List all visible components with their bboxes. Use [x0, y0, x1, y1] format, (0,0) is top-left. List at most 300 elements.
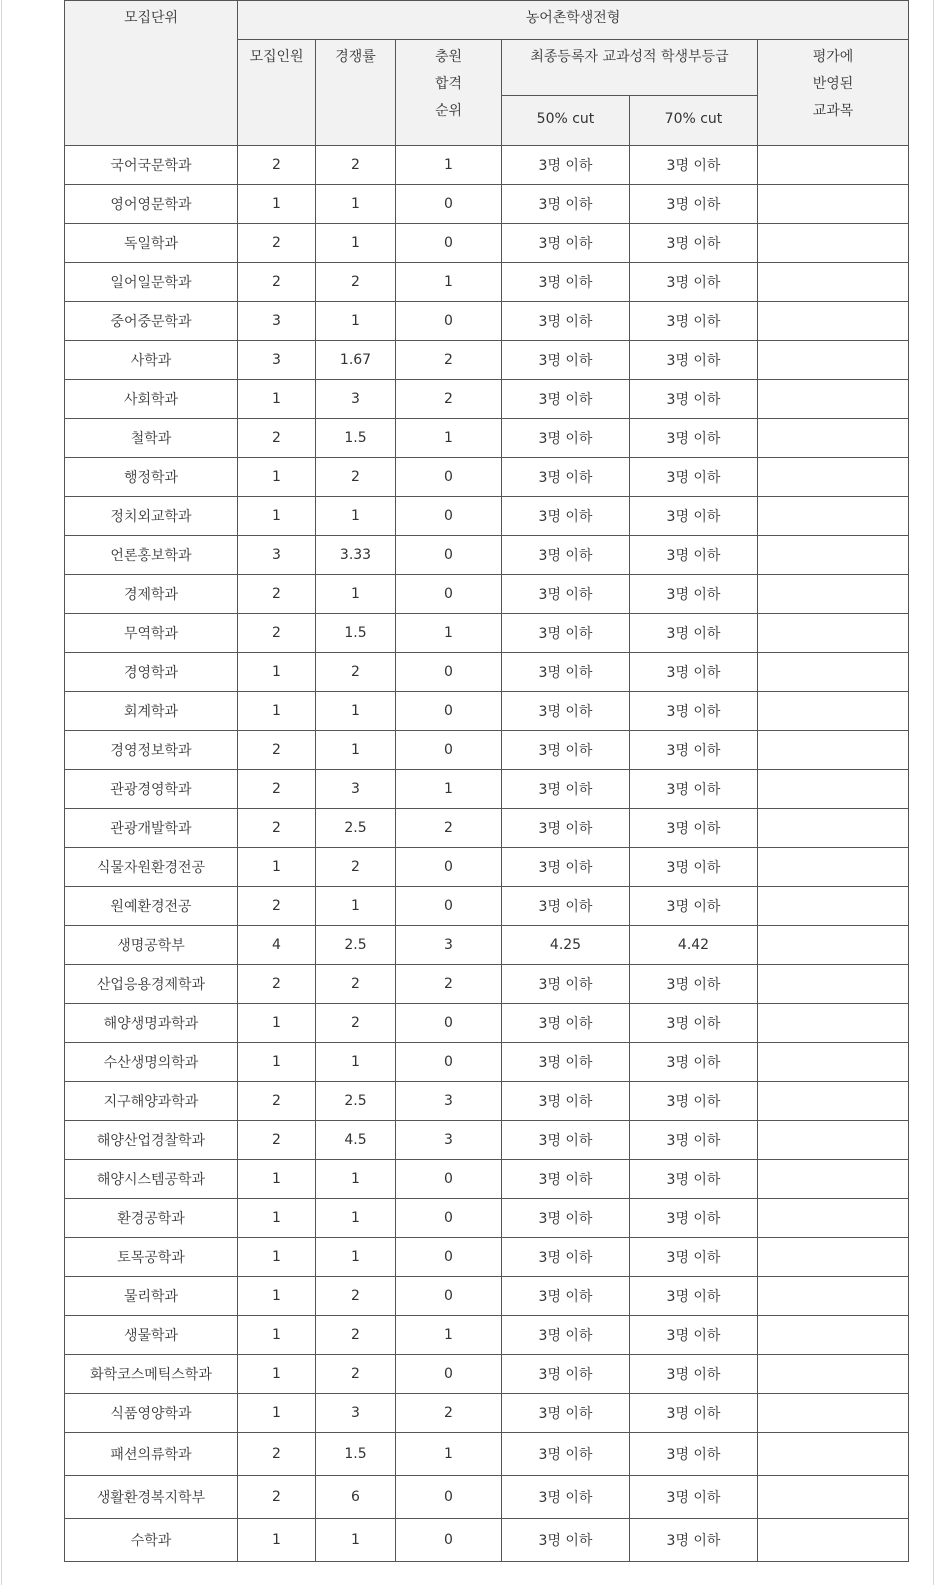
subjects-cell [758, 731, 909, 770]
cut70-cell: 3명 이하 [630, 1043, 758, 1082]
capacity-cell: 2 [238, 419, 316, 458]
dept-cell: 해양시스템공학과 [65, 1160, 238, 1199]
dept-cell: 정치외교학과 [65, 497, 238, 536]
reserve-cell: 0 [396, 1355, 502, 1394]
dept-cell: 해양생명과학과 [65, 1004, 238, 1043]
cut50-cell: 3명 이하 [502, 1519, 630, 1562]
subjects-cell [758, 1394, 909, 1433]
cut50-cell: 3명 이하 [502, 341, 630, 380]
reserve-cell: 0 [396, 536, 502, 575]
capacity-cell: 1 [238, 848, 316, 887]
competition-cell: 1 [316, 1043, 396, 1082]
subjects-cell [758, 1277, 909, 1316]
table-row [65, 1394, 909, 1433]
cut70-cell: 3명 이하 [630, 1355, 758, 1394]
cut50-cell: 3명 이하 [502, 1043, 630, 1082]
subjects-cell [758, 146, 909, 185]
capacity-cell: 1 [238, 1199, 316, 1238]
cut50-cell: 3명 이하 [502, 1355, 630, 1394]
subjects-cell [758, 224, 909, 263]
cut70-cell: 3명 이하 [630, 1004, 758, 1043]
subjects-cell [758, 419, 909, 458]
competition-cell: 1.5 [316, 419, 396, 458]
cut50-cell: 3명 이하 [502, 1082, 630, 1121]
capacity-cell: 3 [238, 536, 316, 575]
dept-cell: 독일학과 [65, 224, 238, 263]
cut70-cell: 3명 이하 [630, 965, 758, 1004]
capacity-cell: 3 [238, 341, 316, 380]
competition-cell: 1 [316, 887, 396, 926]
subjects-cell [758, 341, 909, 380]
cut70-cell: 3명 이하 [630, 224, 758, 263]
cut70-cell: 3명 이하 [630, 1199, 758, 1238]
cut50-cell: 3명 이하 [502, 770, 630, 809]
table-row [65, 185, 909, 224]
reserve-cell: 0 [396, 458, 502, 497]
cut50-cell: 3명 이하 [502, 1160, 630, 1199]
dept-cell: 관광경영학과 [65, 770, 238, 809]
dept-cell: 수학과 [65, 1519, 238, 1562]
dept-cell: 행정학과 [65, 458, 238, 497]
competition-cell: 1 [316, 1238, 396, 1277]
dept-cell: 수산생명의학과 [65, 1043, 238, 1082]
cut50-cell: 3명 이하 [502, 614, 630, 653]
cut50-cell: 3명 이하 [502, 1316, 630, 1355]
competition-cell: 1 [316, 185, 396, 224]
cut70-cell: 3명 이하 [630, 1519, 758, 1562]
competition-cell: 3 [316, 1394, 396, 1433]
header-admission-type: 농어촌학생전형 [238, 1, 909, 40]
cut70-cell: 3명 이하 [630, 302, 758, 341]
cut50-cell: 3명 이하 [502, 1238, 630, 1277]
capacity-cell: 1 [238, 497, 316, 536]
reserve-cell: 0 [396, 1199, 502, 1238]
header-grade-group: 최종등록자 교과성적 학생부등급 [502, 40, 758, 96]
reserve-cell: 3 [396, 1082, 502, 1121]
table-row [65, 653, 909, 692]
competition-cell: 6 [316, 1476, 396, 1519]
header-subjects: 평가에 반영된 교과목 [758, 40, 909, 146]
competition-cell: 2.5 [316, 926, 396, 965]
competition-cell: 2 [316, 1004, 396, 1043]
capacity-cell: 1 [238, 1394, 316, 1433]
subjects-cell [758, 653, 909, 692]
cut50-cell: 3명 이하 [502, 1277, 630, 1316]
cut70-cell: 3명 이하 [630, 653, 758, 692]
dept-cell: 패션의류학과 [65, 1433, 238, 1476]
reserve-cell: 0 [396, 497, 502, 536]
cut50-cell: 3명 이하 [502, 536, 630, 575]
competition-cell: 2 [316, 458, 396, 497]
dept-cell: 언론홍보학과 [65, 536, 238, 575]
subjects-cell [758, 1316, 909, 1355]
cut50-cell: 3명 이하 [502, 1394, 630, 1433]
table-row [65, 1121, 909, 1160]
cut70-cell: 3명 이하 [630, 1394, 758, 1433]
table-row [65, 1476, 909, 1519]
cut50-cell: 3명 이하 [502, 1433, 630, 1476]
cut50-cell: 3명 이하 [502, 575, 630, 614]
table-row [65, 1519, 909, 1562]
cut70-cell: 3명 이하 [630, 458, 758, 497]
subjects-cell [758, 1355, 909, 1394]
dept-cell: 사학과 [65, 341, 238, 380]
competition-cell: 4.5 [316, 1121, 396, 1160]
competition-cell: 1 [316, 302, 396, 341]
competition-cell: 1.5 [316, 614, 396, 653]
competition-cell: 2 [316, 1316, 396, 1355]
capacity-cell: 1 [238, 1238, 316, 1277]
cut50-cell: 3명 이하 [502, 302, 630, 341]
cut50-cell: 3명 이하 [502, 1199, 630, 1238]
cut70-cell: 3명 이하 [630, 380, 758, 419]
reserve-cell: 0 [396, 575, 502, 614]
cut70-cell: 3명 이하 [630, 1082, 758, 1121]
dept-cell: 원예환경전공 [65, 887, 238, 926]
table-row [65, 1043, 909, 1082]
cut50-cell: 3명 이하 [502, 965, 630, 1004]
cut50-cell: 3명 이하 [502, 380, 630, 419]
dept-cell: 생활환경복지학부 [65, 1476, 238, 1519]
competition-cell: 2 [316, 263, 396, 302]
cut50-cell: 3명 이하 [502, 731, 630, 770]
cut70-cell: 3명 이하 [630, 614, 758, 653]
table-row [65, 1238, 909, 1277]
table-row [65, 263, 909, 302]
capacity-cell: 2 [238, 1433, 316, 1476]
capacity-cell: 1 [238, 1160, 316, 1199]
header-capacity: 모집인원 [238, 40, 316, 146]
table-row [65, 1199, 909, 1238]
cut50-cell: 4.25 [502, 926, 630, 965]
subjects-cell [758, 263, 909, 302]
reserve-cell: 0 [396, 731, 502, 770]
subjects-cell [758, 1519, 909, 1562]
subjects-cell [758, 1043, 909, 1082]
cut50-cell: 3명 이하 [502, 224, 630, 263]
table-row [65, 146, 909, 185]
competition-cell: 1 [316, 575, 396, 614]
subjects-cell [758, 1238, 909, 1277]
cut50-cell: 3명 이하 [502, 1121, 630, 1160]
capacity-cell: 1 [238, 1277, 316, 1316]
subjects-cell [758, 575, 909, 614]
competition-cell: 3.33 [316, 536, 396, 575]
table-row [65, 380, 909, 419]
dept-cell: 지구해양과학과 [65, 1082, 238, 1121]
dept-cell: 해양산업경찰학과 [65, 1121, 238, 1160]
subjects-cell [758, 965, 909, 1004]
reserve-cell: 0 [396, 302, 502, 341]
subjects-cell [758, 497, 909, 536]
competition-cell: 1.5 [316, 1433, 396, 1476]
reserve-cell: 0 [396, 1160, 502, 1199]
cut70-cell: 3명 이하 [630, 341, 758, 380]
header-competition-rate: 경쟁률 [316, 40, 396, 146]
dept-cell: 중어중문학과 [65, 302, 238, 341]
capacity-cell: 2 [238, 1476, 316, 1519]
capacity-cell: 2 [238, 575, 316, 614]
dept-cell: 환경공학과 [65, 1199, 238, 1238]
cut50-cell: 3명 이하 [502, 458, 630, 497]
cut50-cell: 3명 이하 [502, 185, 630, 224]
competition-cell: 1 [316, 1519, 396, 1562]
reserve-cell: 0 [396, 224, 502, 263]
dept-cell: 영어영문학과 [65, 185, 238, 224]
table-row [65, 536, 909, 575]
capacity-cell: 3 [238, 302, 316, 341]
cut70-cell: 3명 이하 [630, 692, 758, 731]
cut70-cell: 3명 이하 [630, 1238, 758, 1277]
table-row [65, 692, 909, 731]
dept-cell: 경영정보학과 [65, 731, 238, 770]
cut70-cell: 3명 이하 [630, 887, 758, 926]
table-row [65, 614, 909, 653]
competition-cell: 2 [316, 146, 396, 185]
cut70-cell: 3명 이하 [630, 848, 758, 887]
cut50-cell: 3명 이하 [502, 146, 630, 185]
capacity-cell: 1 [238, 380, 316, 419]
competition-cell: 2.5 [316, 809, 396, 848]
dept-cell: 생명공학부 [65, 926, 238, 965]
reserve-cell: 1 [396, 146, 502, 185]
capacity-cell: 2 [238, 965, 316, 1004]
cut50-cell: 3명 이하 [502, 692, 630, 731]
capacity-cell: 4 [238, 926, 316, 965]
subjects-cell [758, 1199, 909, 1238]
subjects-cell [758, 1433, 909, 1476]
cut70-cell: 3명 이하 [630, 1160, 758, 1199]
cut70-cell: 3명 이하 [630, 263, 758, 302]
table-row [65, 1433, 909, 1476]
table-row [65, 848, 909, 887]
subjects-cell [758, 1160, 909, 1199]
dept-cell: 경영학과 [65, 653, 238, 692]
dept-cell: 관광개발학과 [65, 809, 238, 848]
reserve-cell: 0 [396, 692, 502, 731]
competition-cell: 1 [316, 1199, 396, 1238]
cut70-cell: 3명 이하 [630, 575, 758, 614]
competition-cell: 1.67 [316, 341, 396, 380]
table-row [65, 302, 909, 341]
reserve-cell: 1 [396, 419, 502, 458]
reserve-cell: 0 [396, 1004, 502, 1043]
cut50-cell: 3명 이하 [502, 1476, 630, 1519]
dept-cell: 물리학과 [65, 1277, 238, 1316]
reserve-cell: 0 [396, 653, 502, 692]
page-right-border [933, 0, 934, 1585]
dept-cell: 무역학과 [65, 614, 238, 653]
reserve-cell: 1 [396, 770, 502, 809]
capacity-cell: 2 [238, 770, 316, 809]
reserve-cell: 2 [396, 380, 502, 419]
capacity-cell: 1 [238, 1355, 316, 1394]
reserve-cell: 2 [396, 1394, 502, 1433]
table-row [65, 926, 909, 965]
capacity-cell: 2 [238, 263, 316, 302]
subjects-cell [758, 458, 909, 497]
competition-cell: 1 [316, 224, 396, 263]
cut50-cell: 3명 이하 [502, 809, 630, 848]
subjects-cell [758, 1082, 909, 1121]
dept-cell: 생물학과 [65, 1316, 238, 1355]
subjects-cell [758, 770, 909, 809]
table-row [65, 770, 909, 809]
reserve-cell: 0 [396, 1043, 502, 1082]
reserve-cell: 0 [396, 887, 502, 926]
subjects-cell [758, 185, 909, 224]
dept-cell: 철학과 [65, 419, 238, 458]
cut50-cell: 3명 이하 [502, 419, 630, 458]
reserve-cell: 1 [396, 1316, 502, 1355]
capacity-cell: 2 [238, 224, 316, 263]
table-row [65, 458, 909, 497]
subjects-cell [758, 1004, 909, 1043]
competition-cell: 3 [316, 770, 396, 809]
capacity-cell: 2 [238, 1121, 316, 1160]
competition-cell: 2 [316, 1277, 396, 1316]
table-row [65, 731, 909, 770]
table-row [65, 341, 909, 380]
table-row [65, 1277, 909, 1316]
table-row [65, 419, 909, 458]
reserve-cell: 2 [396, 965, 502, 1004]
table-row [65, 224, 909, 263]
table-header [65, 1, 909, 146]
capacity-cell: 1 [238, 1043, 316, 1082]
header-reserve-rank: 충원 합격 순위 [396, 40, 502, 146]
dept-cell: 회계학과 [65, 692, 238, 731]
dept-cell: 국어국문학과 [65, 146, 238, 185]
subjects-cell [758, 692, 909, 731]
cut70-cell: 3명 이하 [630, 731, 758, 770]
cut70-cell: 3명 이하 [630, 536, 758, 575]
table-row [65, 1316, 909, 1355]
cut50-cell: 3명 이하 [502, 887, 630, 926]
competition-cell: 2.5 [316, 1082, 396, 1121]
capacity-cell: 2 [238, 731, 316, 770]
dept-cell: 식품영양학과 [65, 1394, 238, 1433]
subjects-cell [758, 887, 909, 926]
competition-cell: 2 [316, 848, 396, 887]
cut50-cell: 3명 이하 [502, 497, 630, 536]
capacity-cell: 1 [238, 1519, 316, 1562]
cut70-cell: 3명 이하 [630, 1121, 758, 1160]
header-cut-70: 70% cut [630, 96, 758, 146]
cut70-cell: 3명 이하 [630, 1476, 758, 1519]
table-row [65, 1355, 909, 1394]
subjects-cell [758, 614, 909, 653]
competition-cell: 1 [316, 1160, 396, 1199]
reserve-cell: 1 [396, 263, 502, 302]
table-row [65, 1004, 909, 1043]
reserve-cell: 0 [396, 1277, 502, 1316]
capacity-cell: 2 [238, 146, 316, 185]
dept-cell: 경제학과 [65, 575, 238, 614]
subjects-cell [758, 380, 909, 419]
capacity-cell: 1 [238, 653, 316, 692]
competition-cell: 1 [316, 497, 396, 536]
cut70-cell: 3명 이하 [630, 419, 758, 458]
reserve-cell: 1 [396, 614, 502, 653]
cut50-cell: 3명 이하 [502, 263, 630, 302]
reserve-cell: 2 [396, 341, 502, 380]
cut70-cell: 4.42 [630, 926, 758, 965]
capacity-cell: 1 [238, 1316, 316, 1355]
dept-cell: 토목공학과 [65, 1238, 238, 1277]
table-row [65, 887, 909, 926]
reserve-cell: 0 [396, 848, 502, 887]
reserve-cell: 1 [396, 1433, 502, 1476]
dept-cell: 일어일문학과 [65, 263, 238, 302]
reserve-cell: 0 [396, 1476, 502, 1519]
capacity-cell: 2 [238, 809, 316, 848]
subjects-cell [758, 926, 909, 965]
table-row [65, 1160, 909, 1199]
dept-cell: 산업응용경제학과 [65, 965, 238, 1004]
subjects-cell [758, 1121, 909, 1160]
table-row [65, 497, 909, 536]
competition-cell: 2 [316, 653, 396, 692]
capacity-cell: 1 [238, 185, 316, 224]
cut70-cell: 3명 이하 [630, 770, 758, 809]
competition-cell: 3 [316, 380, 396, 419]
cut70-cell: 3명 이하 [630, 1277, 758, 1316]
capacity-cell: 1 [238, 458, 316, 497]
reserve-cell: 3 [396, 1121, 502, 1160]
capacity-cell: 1 [238, 1004, 316, 1043]
table-row [65, 1082, 909, 1121]
cut70-cell: 3명 이하 [630, 1433, 758, 1476]
cut70-cell: 3명 이하 [630, 146, 758, 185]
dept-cell: 사회학과 [65, 380, 238, 419]
table-body [65, 146, 909, 1562]
capacity-cell: 2 [238, 1082, 316, 1121]
subjects-cell [758, 809, 909, 848]
capacity-cell: 2 [238, 887, 316, 926]
header-cut-50: 50% cut [502, 96, 630, 146]
competition-cell: 1 [316, 692, 396, 731]
admission-results-table [64, 0, 909, 1562]
capacity-cell: 2 [238, 614, 316, 653]
table-row [65, 809, 909, 848]
cut70-cell: 3명 이하 [630, 497, 758, 536]
dept-cell: 식물자원환경전공 [65, 848, 238, 887]
page-left-border [1, 0, 2, 1585]
table-row [65, 575, 909, 614]
competition-cell: 2 [316, 965, 396, 1004]
cut70-cell: 3명 이하 [630, 185, 758, 224]
subjects-cell [758, 536, 909, 575]
header-recruit-unit: 모집단위 [65, 1, 238, 146]
table-row [65, 965, 909, 1004]
subjects-cell [758, 848, 909, 887]
cut50-cell: 3명 이하 [502, 848, 630, 887]
cut50-cell: 3명 이하 [502, 653, 630, 692]
reserve-cell: 0 [396, 185, 502, 224]
dept-cell: 화학코스메틱스학과 [65, 1355, 238, 1394]
reserve-cell: 2 [396, 809, 502, 848]
reserve-cell: 0 [396, 1238, 502, 1277]
competition-cell: 1 [316, 731, 396, 770]
subjects-cell [758, 302, 909, 341]
subjects-cell [758, 1476, 909, 1519]
reserve-cell: 3 [396, 926, 502, 965]
reserve-cell: 0 [396, 1519, 502, 1562]
competition-cell: 2 [316, 1355, 396, 1394]
capacity-cell: 1 [238, 692, 316, 731]
cut70-cell: 3명 이하 [630, 1316, 758, 1355]
